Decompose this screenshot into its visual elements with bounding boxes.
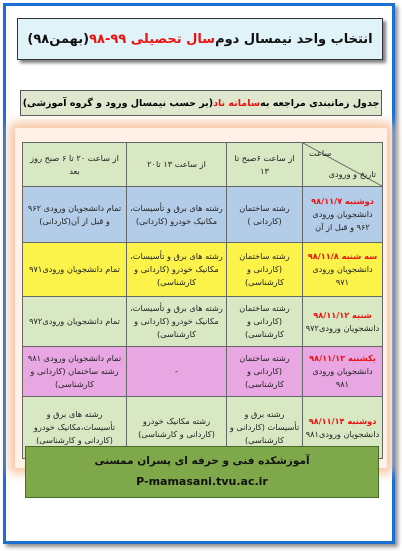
row-date: سه شنبه ۹۸/۱۱/۸ bbox=[307, 251, 378, 261]
slot-afternoon: رشته های برق و تأسیسات، مکانیک خودرو (کاردانی و کارشناسی) bbox=[127, 297, 227, 347]
row-intake: دانشجویان ورودی ۹۸۱ bbox=[312, 366, 373, 389]
column-header-2: از ساعت ۱۳ تا۲۰ bbox=[127, 143, 227, 187]
website-link[interactable]: P-mamasani.tvu.ac.ir bbox=[136, 475, 268, 488]
row-date: دوشنبه ۹۸/۱۱/۷ bbox=[311, 196, 374, 206]
table-row bbox=[23, 347, 383, 397]
slot-morning: رشته ساختمان (کاردانی ) bbox=[227, 187, 303, 243]
subtitle-banner bbox=[20, 90, 382, 116]
table-row bbox=[23, 187, 383, 243]
slot-afternoon: - bbox=[127, 347, 227, 397]
slot-afternoon: رشته های برق و تأسیسات، مکانیک خودرو (کاردانی و کارشناسی) bbox=[127, 243, 227, 297]
table-row bbox=[23, 243, 383, 297]
table-row bbox=[23, 297, 383, 347]
slot-night: تمام دانشجویان ورودی۹۷۲ bbox=[23, 297, 127, 347]
row-intake: دانشجویان ورودی۹۷۲ bbox=[305, 322, 380, 333]
title-banner bbox=[17, 18, 383, 60]
subtitle-part-2: سامانه ناد bbox=[213, 97, 261, 109]
column-header-3: از ساعت ۲۰ تا ۶ صبح روز بعد bbox=[23, 143, 127, 187]
date-cell bbox=[303, 187, 383, 243]
corner-header-cell bbox=[303, 143, 383, 187]
slot-morning: رشته ساختمان (کاردانی و کارشناسی) bbox=[227, 243, 303, 297]
table-header-row bbox=[23, 143, 383, 187]
slot-afternoon: رشته های برق و تأسیسات، مکانیک خودرو (کاردانی) bbox=[127, 187, 227, 243]
row-date: یکشنبه ۹۸/۱۱/۱۳ bbox=[309, 353, 376, 363]
row-intake: دانشجویان ورودی ۹۷۱ bbox=[312, 264, 373, 287]
footer-banner bbox=[25, 446, 379, 498]
slot-night: تمام دانشجویان ورودی ۹۶۲ و قبل از آن(کاردانی) bbox=[23, 187, 127, 243]
title-part-3: (بهمن۹۸) bbox=[27, 31, 90, 47]
title-part-2: سال تحصیلی ۹۹-۹۸ bbox=[89, 31, 216, 47]
corner-label-time: ساعت bbox=[309, 148, 332, 158]
title-part-1: انتخاب واحد نیمسال دوم bbox=[215, 31, 373, 47]
slot-night: تمام دانشجویان ورودی۹۷۱ bbox=[23, 243, 127, 297]
schedule-table bbox=[22, 142, 383, 459]
row-date: دوشنبه ۹۸/۱۱/۱۴ bbox=[308, 415, 377, 426]
slot-morning: رشته برق و تأسیسات (کاردانی و کارشناسی) bbox=[227, 397, 303, 459]
corner-label-date: تاریخ و ورودی bbox=[328, 169, 376, 179]
row-intake: دانشجویان ورودی ۹۶۲ و قبل از آن bbox=[312, 209, 373, 232]
date-cell bbox=[303, 243, 383, 297]
column-header-1: از ساعت ۶صبح تا ۱۳ bbox=[227, 143, 303, 187]
school-name: آموزشکده فنی و حرفه ای پسران ممسنی bbox=[94, 455, 310, 467]
slot-night: تمام دانشجویان ورودی ۹۸۱ رشته ساختمان (کاردانی و کارشناسی) bbox=[23, 347, 127, 397]
subtitle-part-3: (بر حسب نیمسال ورود و گروه آموزشی) bbox=[22, 97, 214, 109]
slot-morning: رشته ساختمان (کاردانی و کارشناسی) bbox=[227, 297, 303, 347]
slot-afternoon: رشته مکانیک خودرو (کاردانی و کارشناسی) bbox=[127, 397, 227, 459]
slot-morning: رشته ساختمان (کاردانی و کارشناسی) bbox=[227, 347, 303, 397]
slot-night: رشته های برق و تأسیسات،مکانیک خودرو (کاردانی و کارشناسی) bbox=[23, 397, 127, 459]
row-intake: دانشجویان ورودی۹۸۱ bbox=[305, 428, 380, 439]
row-date: شنبه ۹۸/۱۱/۱۲ bbox=[313, 309, 372, 320]
date-cell bbox=[303, 347, 383, 397]
date-cell bbox=[303, 297, 383, 347]
subtitle-part-1: جدول زمانبندی مراجعه به bbox=[260, 97, 380, 109]
